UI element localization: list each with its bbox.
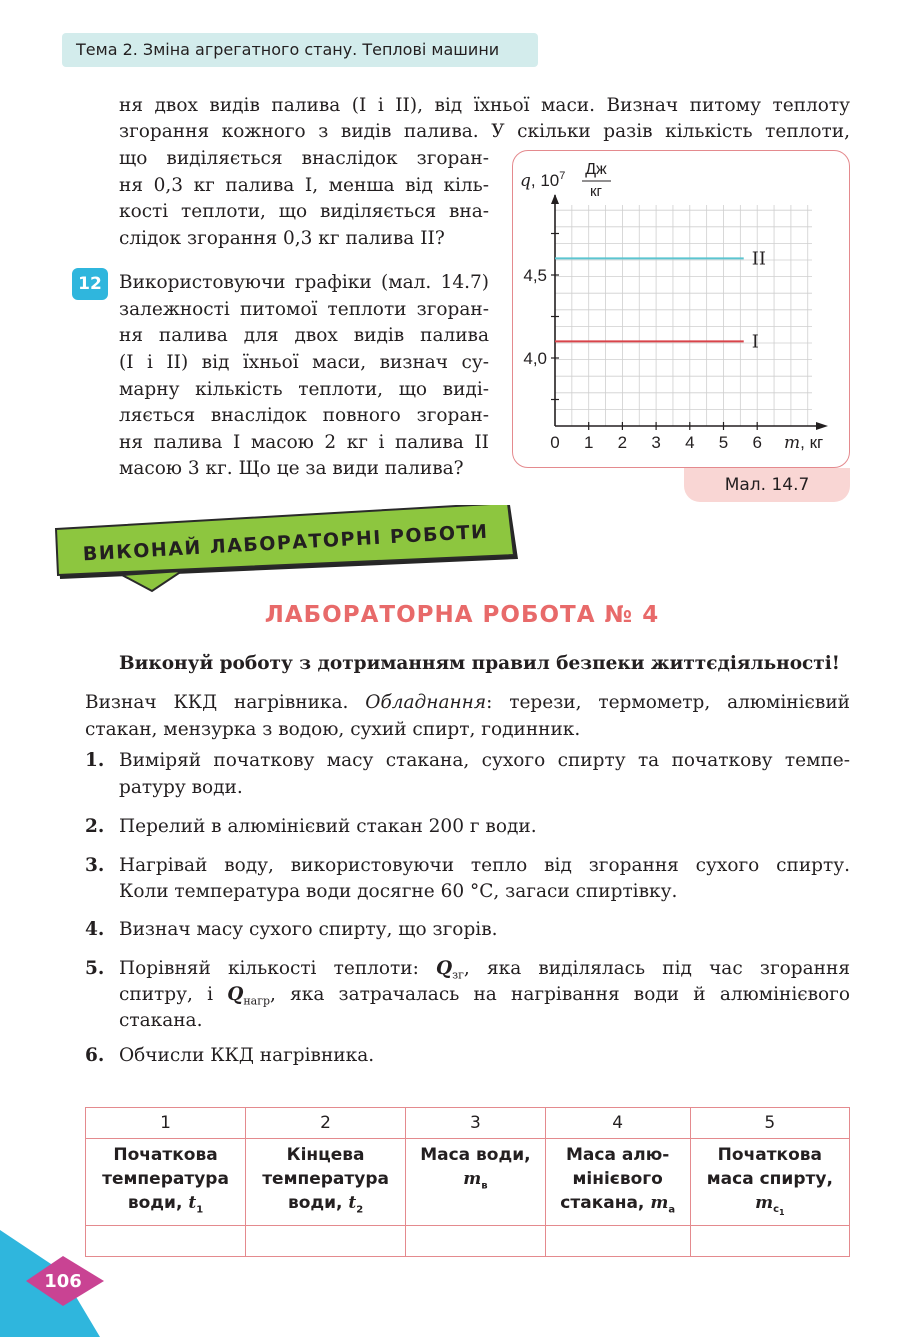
banner-text: ВИКОНАЙ ЛАБОРАТОРНІ РОБОТИ bbox=[82, 520, 490, 566]
column-number: 5 bbox=[690, 1108, 849, 1139]
step-number: 5. bbox=[85, 958, 105, 979]
text-line: згорання кожного з видів палива. У скільки разів кількість теплоти, bbox=[119, 121, 850, 142]
banner-tail bbox=[122, 571, 182, 591]
y-tick-label: 4,0 bbox=[523, 349, 547, 368]
page-number-badge bbox=[18, 1254, 108, 1308]
step-number: 4. bbox=[85, 919, 105, 940]
step-number: 2. bbox=[85, 816, 105, 837]
step-text: Обчисли ККД нагрівника. bbox=[119, 1045, 375, 1066]
column-header-initial-temp: Початкова температура води, $t_1$ bbox=[86, 1139, 246, 1226]
x-axis-arrow bbox=[816, 422, 828, 430]
column-header-water-mass: Маса води, $m_в$ bbox=[406, 1139, 546, 1226]
table-number-row bbox=[86, 1108, 850, 1139]
x-tick-label: 1 bbox=[583, 433, 594, 452]
text-line: слідок згорання 0,3 кг палива II? bbox=[119, 228, 445, 249]
lab-banner bbox=[52, 505, 522, 595]
intro-line: стакан, мензурка з водою, сухий спирт, годинник. bbox=[85, 719, 581, 740]
x-tick-label: 3 bbox=[651, 433, 661, 452]
series-label-II: II bbox=[751, 248, 766, 270]
text-line: марну кількість теплоти, що виді- bbox=[119, 379, 489, 400]
lab-title: ЛАБОРАТОРНА РОБОТА № 4 bbox=[264, 602, 660, 628]
step-text: Перелий в алюмінієвий стакан 200 г води. bbox=[119, 816, 537, 837]
y-unit-denominator: кг bbox=[589, 183, 603, 200]
column-number: 1 bbox=[86, 1108, 246, 1139]
step-number: 1. bbox=[85, 750, 105, 771]
table-cell bbox=[690, 1226, 849, 1257]
y-tick-label: 4,5 bbox=[523, 266, 547, 285]
column-number: 2 bbox=[246, 1108, 406, 1139]
step-number: 3. bbox=[85, 855, 105, 876]
column-header-spirit-mass: Початкова маса спирту, $m_{с_1}$ bbox=[690, 1139, 849, 1226]
series-label-I: I bbox=[751, 331, 759, 353]
figure-caption: Мал. 14.7 bbox=[684, 468, 850, 502]
step-text: спитру, і $Q_{нагр}$, яка затрачалась на нагрівання води й алюмінієвого bbox=[119, 984, 851, 1008]
step-text: стакана. bbox=[119, 1010, 203, 1031]
text-line: (I і II) від їхньої маси, визнач су- bbox=[119, 352, 489, 373]
x-tick-label: 4 bbox=[685, 433, 695, 452]
step-text: Коли температура води досягне 60 °С, загаси спиртівку. bbox=[119, 881, 678, 902]
text-line: Використовуючи графіки (мал. 14.7) bbox=[119, 272, 489, 293]
page-number: 106 bbox=[44, 1271, 82, 1292]
column-number: 3 bbox=[406, 1108, 546, 1139]
intro-line: Визнач ККД нагрівника. Обладнання: терези, термометр, алюмінієвий bbox=[85, 692, 850, 713]
text-line: ня двох видів палива (I і II), від їхньої маси. Визнач питому теплоту bbox=[119, 95, 850, 116]
text-line: кості теплоти, що виділяється вна- bbox=[119, 201, 489, 222]
text-line: залежності питомої теплоти згоран- bbox=[119, 299, 489, 320]
step-text: Виміряй початкову масу стакана, сухого спирту та початкову темпе- bbox=[119, 750, 850, 771]
step-text: ратуру води. bbox=[119, 777, 243, 798]
table-header-row bbox=[86, 1139, 850, 1226]
table-row bbox=[86, 1226, 850, 1257]
column-header-cup-mass: Маса алю- мінієвого стакана, $m_а$ bbox=[545, 1139, 690, 1226]
text-line: ня 0,3 кг палива I, менша від кіль- bbox=[119, 175, 489, 196]
x-tick-label: 6 bbox=[752, 433, 762, 452]
column-number: 4 bbox=[545, 1108, 690, 1139]
text-line: ня палива I масою 2 кг і палива II bbox=[119, 432, 489, 453]
step-number: 6. bbox=[85, 1045, 105, 1066]
text-line: масою 3 кг. Що це за види палива? bbox=[119, 458, 464, 479]
column-header-final-temp: Кінцева температура води, $t_2$ bbox=[246, 1139, 406, 1226]
task-number-badge: 12 bbox=[72, 268, 108, 300]
step-text: Порівняй кількості теплоти: $Q_{зг}$, яка виділялась під час згорання bbox=[119, 958, 850, 982]
x-tick-label: 0 bbox=[550, 433, 560, 452]
y-unit-numerator: Дж bbox=[585, 161, 607, 178]
chart-grid bbox=[555, 205, 812, 426]
table-cell bbox=[545, 1226, 690, 1257]
results-table bbox=[85, 1107, 850, 1257]
y-axis-label: q, $10^7$ bbox=[520, 170, 566, 191]
chart-series bbox=[555, 248, 766, 352]
step-text: Нагрівай воду, використовуючи тепло від згорання сухого спирту. bbox=[119, 855, 850, 876]
text-line: ляється внаслідок повного згоран- bbox=[119, 405, 489, 426]
y-axis-arrow bbox=[551, 194, 559, 204]
chart bbox=[512, 150, 850, 468]
table-cell bbox=[406, 1226, 546, 1257]
x-tick-label: 5 bbox=[718, 433, 729, 452]
table-cell bbox=[246, 1226, 406, 1257]
text-line: що виділяється внаслідок згоран- bbox=[119, 148, 489, 169]
x-axis-label: m, кг bbox=[784, 433, 824, 453]
text-line: ня палива для двох видів палива bbox=[119, 325, 489, 346]
chapter-header: Тема 2. Зміна агрегатного стану. Теплові машини bbox=[62, 33, 538, 67]
safety-note: Виконуй роботу з дотриманням правил безпеки життєдіяльності! bbox=[119, 653, 840, 674]
x-tick-label: 2 bbox=[617, 433, 628, 452]
step-text: Визнач масу сухого спирту, що згорів. bbox=[119, 919, 498, 940]
